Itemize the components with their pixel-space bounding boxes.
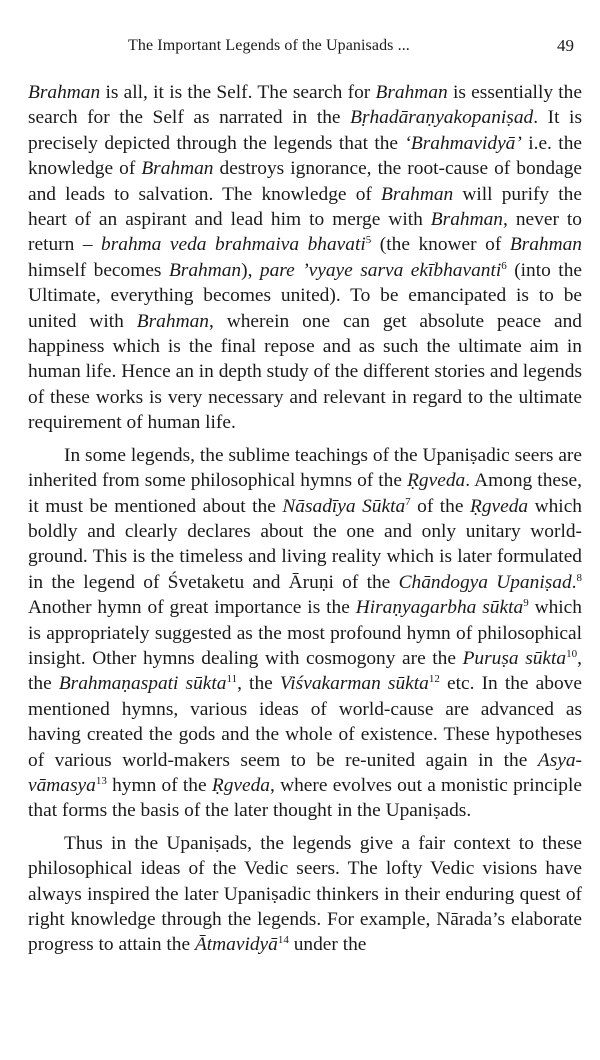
text-run: destroys ignorance, the root-cause of bondage and leads to salvation. The knowledge of [28, 158, 582, 205]
footnote-marker: 7 [405, 495, 411, 508]
paragraph [28, 80, 582, 436]
italic-term: Bṛhadāraṇyakopaniṣad [350, 107, 534, 129]
text-run: which is appropriately suggested as the most profound hymn of philosophical insight. Other hymns dealing with cosmogony are the [28, 597, 582, 669]
text-run: . Among these, it must be mentioned about the [28, 470, 582, 517]
running-header [28, 34, 582, 62]
italic-term: Hiraṇyagarbha sūkta [355, 597, 524, 619]
italic-term: Ṛgveda [211, 774, 270, 796]
text-run: . It is precisely depicted through the legends that the [28, 107, 582, 154]
text-run: etc. In the above mentioned hymns, various ideas of world-cause are advanced as having created the gods and the whole of existence. These hypotheses of various world-makers seem to be re-united again in the [28, 673, 582, 771]
footnote-marker: 5 [365, 234, 372, 247]
text-run: which boldly and clearly declares about the one and only unitary world-ground. This is the timeless and living reality which is later formulated in the legend of Śvetaketu and Āruṇi of the [28, 495, 582, 593]
text-run: (the knower of [371, 234, 510, 256]
text-run: of the [410, 495, 470, 517]
paragraph [28, 443, 582, 824]
italic-term: Brahman [168, 259, 242, 281]
text-run: Thus in the Upaniṣads, the legends give a fair context to these philosophical ideas of the Vedic seers. The lofty Vedic visions have always inspired the later Upaniṣadic thinkers in their enduring quest of right knowledge through the legends. For example, Nārada’s elaborate progress to attain the [28, 832, 582, 956]
italic-term: Brahmaṇaspati sūkta [58, 673, 227, 695]
footnote-marker: 11 [226, 673, 238, 686]
text-run: , wherein one can get absolute peace and happiness which is the final repose and as such the ultimate aim in human life. Hence an in depth study of the different stories and legends of these works is very necessary and relevant in regard to the ultimate requirement of human life. [28, 310, 582, 434]
italic-term: Chāndogya Upaniṣad [398, 571, 572, 593]
italic-term: Asya-vāmasya [28, 749, 582, 796]
body-text [28, 80, 582, 958]
footnote-marker: 10 [566, 647, 578, 660]
text-run: In some legends, the sublime teachings of the Upaniṣadic seers are inherited from some philosophical hymns of the [28, 444, 582, 492]
footnote-marker: 6 [501, 259, 507, 272]
text-run: , the [28, 647, 582, 695]
italic-term: Ṛgveda [407, 470, 466, 492]
footnote-marker: 9 [523, 597, 529, 610]
italic-term: ‘Brahmavidyā’ [404, 132, 522, 154]
text-run: , the [237, 673, 280, 695]
italic-term: Viśvakarman sūkta [279, 673, 429, 695]
text-run: Another hymn of great importance is the [28, 597, 356, 619]
footnote-marker: 14 [277, 934, 289, 947]
italic-term: Nāsadīya Sūkta [282, 495, 406, 517]
text-run: will purify the heart of an aspirant and lead him to merge with [28, 183, 582, 231]
footnote-marker: 12 [428, 673, 440, 686]
text-run: , where evolves out a monistic principle that forms the basis of the later thought in the Upaniṣads. [28, 774, 582, 822]
text-run: himself becomes [28, 259, 169, 281]
text-run: (into the Ultimate, everything becomes united). To be emancipated is to be united with [28, 259, 582, 332]
text-run: hymn of the [106, 774, 212, 796]
text-run: . [571, 571, 577, 593]
running-title: The Important Legends of the Upanisads ... [128, 37, 410, 54]
italic-term: Ṛgveda [469, 495, 529, 517]
italic-term: Brahman [136, 310, 209, 332]
italic-term: Brahman [28, 82, 101, 103]
page-number: 49 [557, 36, 574, 55]
italic-term: Puruṣa sūkta [462, 647, 567, 669]
italic-term: Brahman [381, 183, 454, 205]
text-run: is essentially the search for the Self as narrated in the [28, 82, 582, 129]
italic-term: Brahman [509, 234, 582, 256]
italic-term: Ātmavidyā [194, 934, 278, 956]
text-run: i.e. the knowledge of [28, 132, 582, 180]
text-run: is all, it is the Self. The search for [100, 82, 376, 103]
text-run: ), [241, 259, 260, 281]
italic-term: Brahman [375, 82, 448, 103]
italic-term: Brahman [141, 158, 214, 180]
paragraph [28, 831, 582, 958]
italic-term: pare ’vyaye sarva ekībhavanti [259, 259, 502, 281]
text-run: , never to return – [28, 209, 582, 256]
footnote-marker: 8 [576, 571, 583, 584]
text-run: under the [288, 934, 367, 956]
footnote-marker: 13 [95, 774, 107, 787]
italic-term: brahma veda brahmaiva bhavati [101, 234, 366, 256]
book-page [28, 34, 582, 958]
italic-term: Brahman [430, 209, 503, 231]
